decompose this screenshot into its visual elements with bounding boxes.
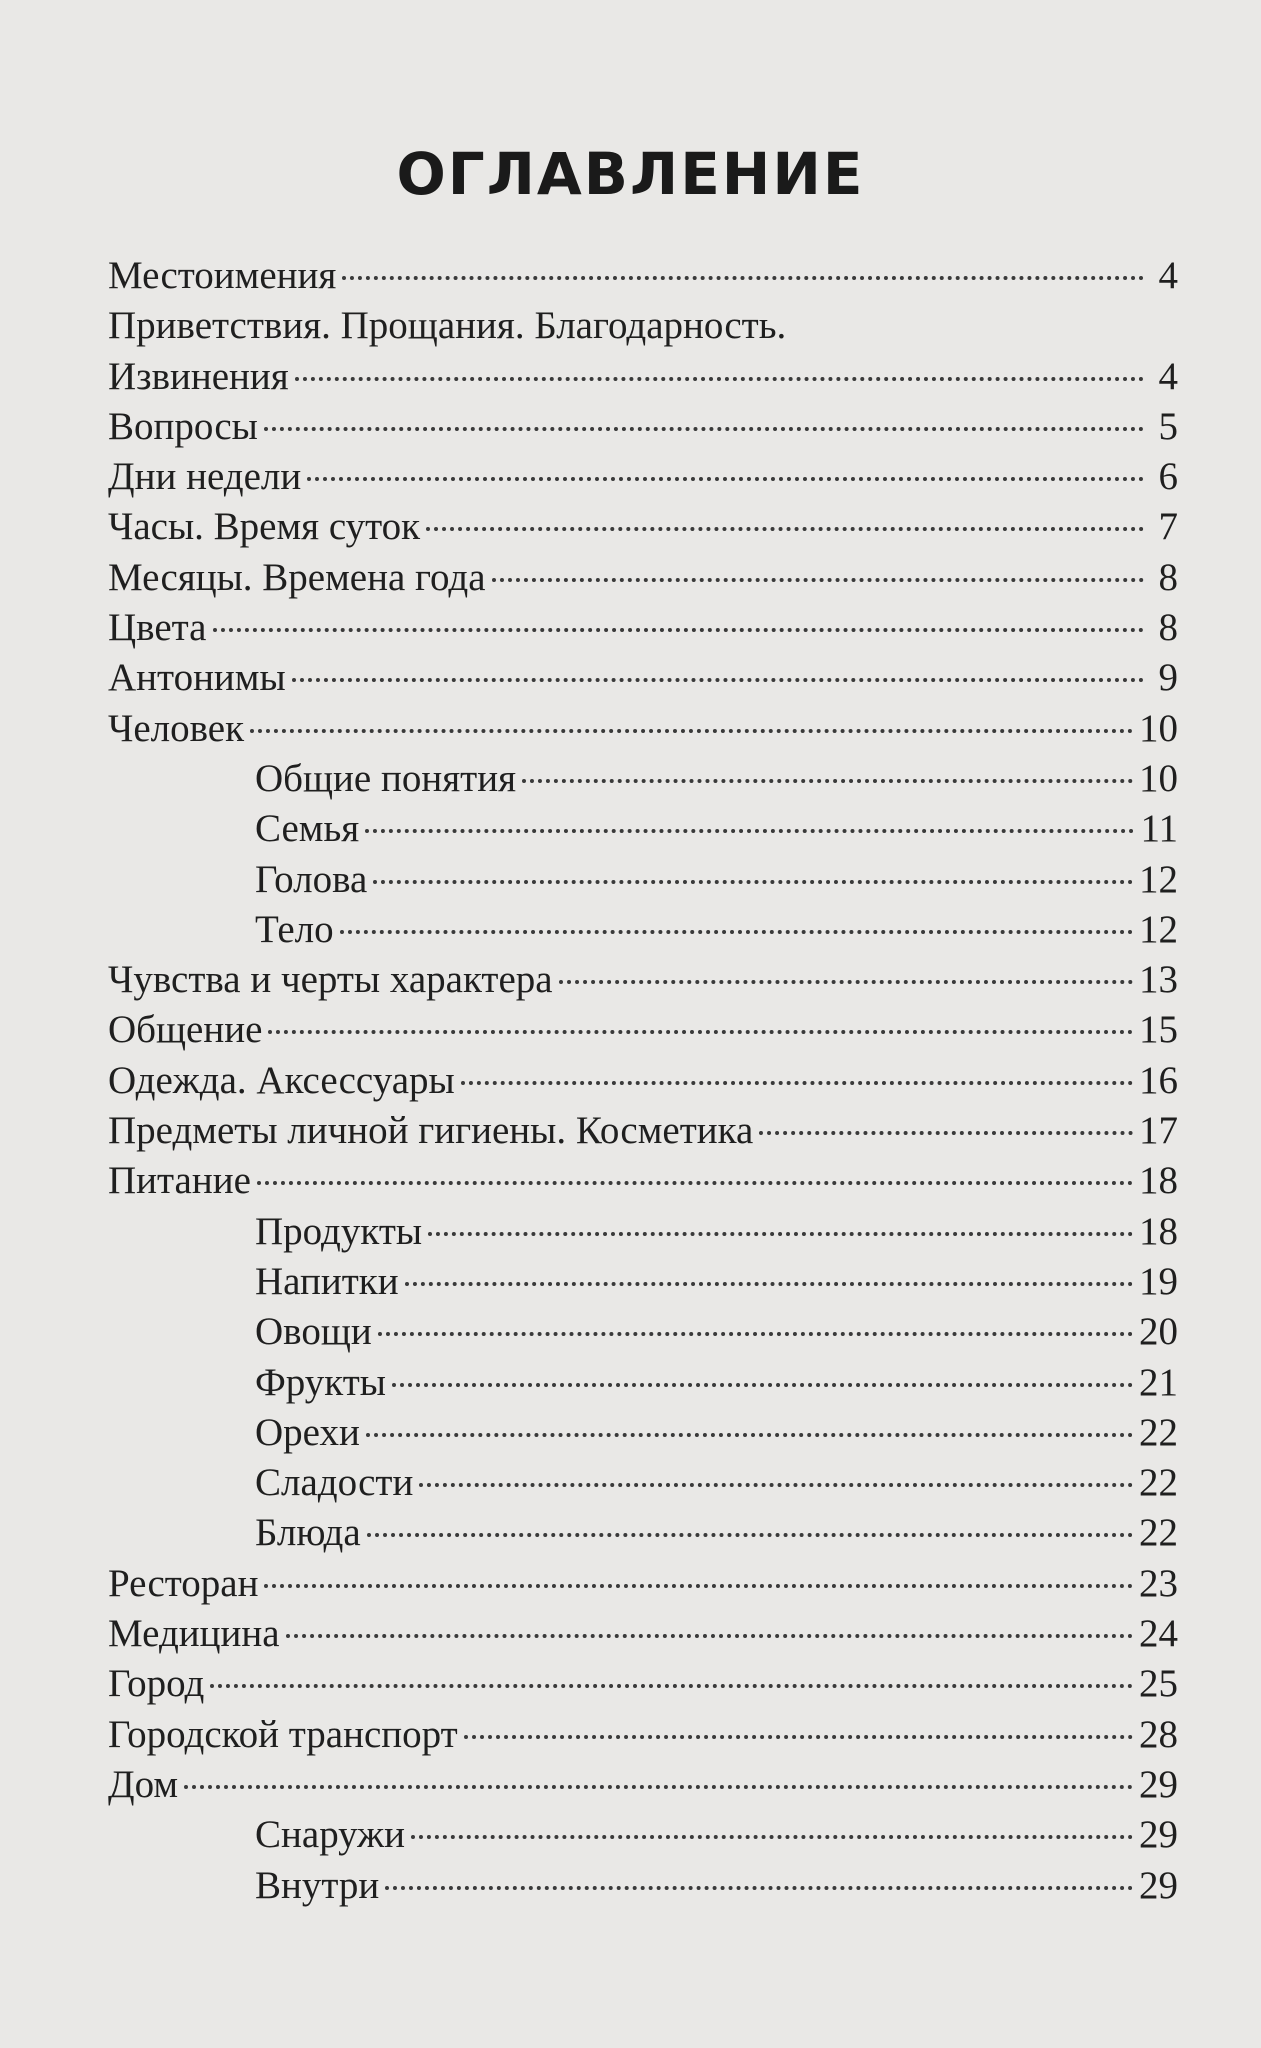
toc-entry-page-number: 21 bbox=[1139, 1360, 1178, 1404]
dot-leader bbox=[210, 1684, 1133, 1688]
toc-entry-page-number: 15 bbox=[1139, 1008, 1178, 1052]
toc-entry-label: Месяцы. Времена года bbox=[108, 555, 486, 599]
toc-entry bbox=[108, 1156, 1178, 1206]
toc-entry bbox=[108, 402, 1178, 452]
toc-entry-label: Снаружи bbox=[255, 1813, 405, 1857]
dot-leader bbox=[286, 1634, 1133, 1638]
page-title: ОГЛАВЛЕНИЕ bbox=[396, 140, 865, 208]
toc-entry-label: Дни недели bbox=[108, 455, 302, 499]
dot-leader bbox=[340, 930, 1133, 934]
toc-entry-page-number: 18 bbox=[1139, 1209, 1178, 1253]
dot-leader bbox=[492, 578, 1144, 582]
toc-entry bbox=[108, 251, 1178, 301]
toc-entry bbox=[108, 301, 1178, 351]
toc-entry-page-number: 9 bbox=[1158, 656, 1178, 700]
toc-entry-page-number: 13 bbox=[1139, 958, 1178, 1002]
toc-entry-page-number: 25 bbox=[1139, 1662, 1178, 1706]
table-of-contents bbox=[108, 251, 1178, 1911]
toc-entry-page-number: 5 bbox=[1158, 404, 1178, 448]
toc-entry-page-number: 22 bbox=[1139, 1511, 1178, 1555]
toc-entry-page-number: 23 bbox=[1139, 1561, 1178, 1605]
dot-leader bbox=[759, 1131, 1133, 1135]
dot-leader bbox=[268, 1030, 1133, 1034]
toc-entry bbox=[108, 1659, 1178, 1709]
toc-entry-page-number: 18 bbox=[1139, 1159, 1178, 1203]
toc-entry bbox=[108, 603, 1178, 653]
toc-entry-label: Внутри bbox=[255, 1863, 380, 1907]
toc-entry-page-number: 4 bbox=[1158, 354, 1178, 398]
dot-leader bbox=[405, 1282, 1133, 1286]
dot-leader bbox=[392, 1383, 1133, 1387]
toc-entry-page-number: 17 bbox=[1139, 1109, 1178, 1153]
toc-entry-label: Общение bbox=[108, 1008, 263, 1052]
dot-leader bbox=[428, 1232, 1133, 1236]
toc-entry-label: Семья bbox=[255, 807, 360, 851]
toc-entry bbox=[108, 1358, 1178, 1408]
dot-leader bbox=[559, 980, 1133, 984]
toc-entry bbox=[108, 1458, 1178, 1508]
toc-entry-page-number: 12 bbox=[1139, 907, 1178, 951]
toc-entry-label: Местоимения bbox=[108, 254, 337, 297]
toc-entry bbox=[108, 1307, 1178, 1357]
toc-entry-label: Город bbox=[108, 1662, 205, 1706]
dot-leader bbox=[373, 880, 1133, 884]
toc-entry bbox=[108, 1207, 1178, 1257]
toc-entry bbox=[108, 1408, 1178, 1458]
toc-entry-page-number: 24 bbox=[1139, 1612, 1178, 1656]
toc-entry bbox=[108, 1559, 1178, 1609]
toc-entry-label: Вопросы bbox=[108, 404, 258, 448]
dot-leader bbox=[257, 1181, 1133, 1185]
toc-entry bbox=[108, 1861, 1178, 1911]
toc-entry-page-number: 7 bbox=[1158, 505, 1178, 549]
toc-entry-page-number: 29 bbox=[1139, 1863, 1178, 1907]
dot-leader bbox=[367, 1533, 1133, 1537]
toc-entry bbox=[108, 855, 1178, 905]
toc-entry-page-number: 19 bbox=[1139, 1259, 1178, 1303]
toc-entry-label: Приветствия. Прощания. Благодарность. bbox=[108, 304, 787, 348]
toc-entry bbox=[108, 905, 1178, 955]
dot-leader bbox=[522, 779, 1133, 783]
toc-entry-label: Голова bbox=[255, 857, 368, 901]
dot-leader bbox=[461, 1081, 1133, 1085]
toc-entry-label: Общие понятия bbox=[255, 756, 517, 800]
toc-entry-page-number: 10 bbox=[1139, 706, 1178, 750]
toc-entry bbox=[108, 502, 1178, 552]
toc-entry-label: Цвета bbox=[108, 606, 207, 650]
toc-entry-label: Извинения bbox=[108, 354, 289, 398]
dot-leader bbox=[385, 1886, 1133, 1890]
dot-leader bbox=[426, 527, 1144, 531]
toc-entry-page-number: 28 bbox=[1139, 1712, 1178, 1756]
toc-entry bbox=[108, 452, 1178, 502]
toc-entry bbox=[108, 352, 1178, 402]
toc-entry-label: Антонимы bbox=[108, 656, 286, 700]
toc-entry-page-number: 11 bbox=[1140, 807, 1178, 851]
toc-entry bbox=[108, 1056, 1178, 1106]
toc-entry bbox=[108, 1710, 1178, 1760]
toc-entry-page-number: 29 bbox=[1139, 1813, 1178, 1857]
dot-leader bbox=[419, 1483, 1133, 1487]
dot-leader bbox=[342, 276, 1144, 280]
toc-entry bbox=[108, 1810, 1178, 1860]
toc-entry-label: Дом bbox=[108, 1762, 179, 1806]
dot-leader bbox=[264, 1584, 1133, 1588]
dot-leader bbox=[213, 628, 1145, 632]
toc-entry-label: Продукты bbox=[255, 1209, 423, 1253]
toc-entry-page-number: 4 bbox=[1158, 254, 1178, 297]
toc-entry bbox=[108, 1257, 1178, 1307]
toc-entry-page-number: 8 bbox=[1158, 555, 1178, 599]
toc-entry bbox=[108, 1609, 1178, 1659]
toc-entry-label: Блюда bbox=[255, 1511, 361, 1555]
toc-entry-page-number: 6 bbox=[1158, 455, 1178, 499]
toc-entry-page-number: 12 bbox=[1139, 857, 1178, 901]
toc-entry bbox=[108, 804, 1178, 854]
toc-entry bbox=[108, 1106, 1178, 1156]
toc-entry-page-number: 10 bbox=[1139, 756, 1178, 800]
toc-entry bbox=[108, 704, 1178, 754]
dot-leader bbox=[365, 829, 1134, 833]
dot-leader bbox=[295, 377, 1144, 381]
dot-leader bbox=[366, 1433, 1133, 1437]
dot-leader bbox=[378, 1332, 1133, 1336]
toc-entry-label: Ресторан bbox=[108, 1561, 259, 1605]
toc-entry-label: Городской транспорт bbox=[108, 1712, 458, 1756]
toc-entry-label: Медицина bbox=[108, 1612, 280, 1656]
toc-entry-page-number: 22 bbox=[1139, 1410, 1178, 1454]
toc-entry-label: Предметы личной гигиены. Косметика bbox=[108, 1109, 754, 1153]
toc-entry-page-number: 22 bbox=[1139, 1461, 1178, 1505]
toc-entry bbox=[108, 553, 1178, 603]
toc-entry bbox=[108, 1760, 1178, 1810]
dot-leader bbox=[264, 427, 1144, 431]
toc-entry-label: Человек bbox=[108, 706, 245, 750]
dot-leader bbox=[411, 1835, 1133, 1839]
toc-entry-label: Тело bbox=[255, 907, 334, 951]
toc-entry-label: Овощи bbox=[255, 1310, 372, 1354]
toc-entry-label: Напитки bbox=[255, 1259, 399, 1303]
dot-leader bbox=[307, 477, 1144, 481]
toc-entry bbox=[108, 1508, 1178, 1558]
dot-leader bbox=[464, 1735, 1133, 1739]
toc-entry-page-number: 29 bbox=[1139, 1762, 1178, 1806]
toc-entry-label: Орехи bbox=[255, 1410, 360, 1454]
toc-entry bbox=[108, 754, 1178, 804]
toc-entry-label: Сладости bbox=[255, 1461, 414, 1505]
toc-entry-page-number: 8 bbox=[1158, 606, 1178, 650]
toc-entry-label: Часы. Время суток bbox=[108, 505, 421, 549]
dot-leader bbox=[292, 678, 1144, 682]
toc-entry-label: Одежда. Аксессуары bbox=[108, 1058, 455, 1102]
toc-entry bbox=[108, 653, 1178, 703]
toc-entry-label: Чувства и черты характера bbox=[108, 958, 553, 1002]
toc-entry bbox=[108, 1005, 1178, 1055]
toc-entry-label: Фрукты bbox=[255, 1360, 386, 1404]
dot-leader bbox=[250, 729, 1133, 733]
toc-entry bbox=[108, 955, 1178, 1005]
toc-entry-page-number: 20 bbox=[1139, 1310, 1178, 1354]
toc-entry-page-number: 16 bbox=[1139, 1058, 1178, 1102]
toc-entry-label: Питание bbox=[108, 1159, 251, 1203]
dot-leader bbox=[184, 1785, 1133, 1789]
